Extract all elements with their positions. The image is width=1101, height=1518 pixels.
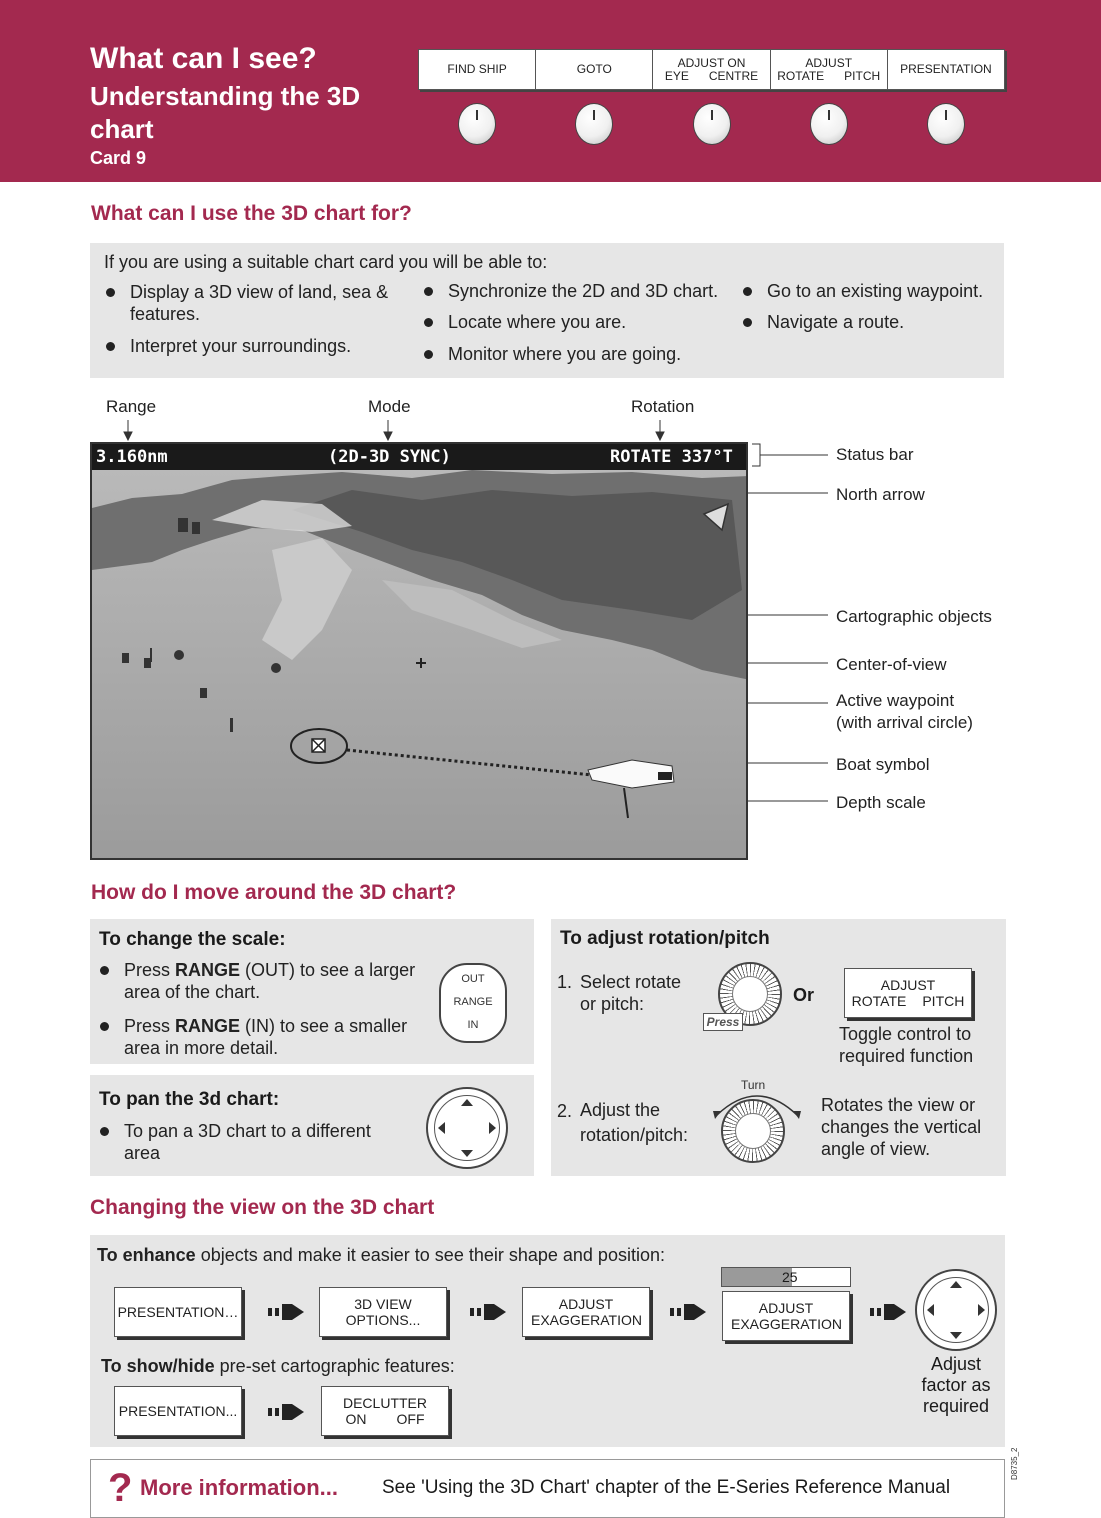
document-code: D8735_2 <box>1010 1447 1019 1480</box>
range-label: RANGE <box>453 996 493 1008</box>
softkey-option: CENTRE <box>708 68 759 83</box>
softkey-label: FIND SHIP <box>447 62 507 76</box>
button-label: ADJUST EXAGGERATION <box>731 1300 842 1332</box>
button-label: PRESENTATION… <box>117 1304 239 1320</box>
toggle-text: Toggle control to required function <box>839 1024 974 1066</box>
rotation-panel <box>551 919 1006 1176</box>
section-heading-view: Changing the view on the 3D chart <box>90 1196 435 1219</box>
pan-panel <box>90 1075 534 1176</box>
rotates-text: Rotates the view or changes the vertical angle of view. <box>821 1095 982 1159</box>
list-item: Navigate a route. <box>743 311 1003 333</box>
status-rotation: ROTATE 337°T <box>610 447 733 467</box>
adjust-factor-text: Adjust factor as required <box>921 1354 991 1416</box>
step1-text: Select rotate or pitch: <box>580 972 682 1014</box>
range-out-label: OUT <box>461 973 485 985</box>
bullet-icon <box>100 966 109 975</box>
step-number: 2. <box>557 1101 573 1121</box>
view-panel <box>90 1235 1005 1447</box>
card-number: Card 9 <box>90 148 147 168</box>
button-option: ON <box>345 1411 367 1427</box>
more-info-title: More information... <box>140 1475 338 1500</box>
3d-view-options-button[interactable] <box>319 1287 447 1337</box>
declutter-button[interactable] <box>321 1386 449 1436</box>
uses-intro: If you are using a suitable chart card you will be able to: <box>104 252 548 272</box>
list-item: Locate where you are. <box>424 311 744 333</box>
arrow-right-icon <box>670 1301 706 1323</box>
list-item: To pan a 3D chart to a different area <box>100 1120 390 1164</box>
rotary-control-turn[interactable] <box>721 1099 785 1163</box>
bullet-icon <box>100 1022 109 1031</box>
press-label: Press <box>703 1013 743 1031</box>
direction-arrows-icon <box>917 1271 995 1349</box>
page-title: What can I see? <box>90 42 317 75</box>
label-rotation: Rotation <box>631 397 695 416</box>
adjust-exaggeration-button[interactable] <box>522 1287 650 1337</box>
callout-active-waypoint: Active waypoint <box>836 691 955 710</box>
more-info-box <box>90 1459 1005 1518</box>
turn-label: Turn <box>741 1078 766 1092</box>
exaggeration-slider[interactable] <box>721 1267 851 1287</box>
button-option: OFF <box>396 1411 425 1427</box>
list-item: Press RANGE (OUT) to see a larger area of the chart. <box>100 959 420 1003</box>
callout-arrival-circle: (with arrival circle) <box>836 713 973 732</box>
chart-scene <box>92 470 748 860</box>
arrow-right-icon <box>268 1401 304 1423</box>
button-label: ADJUST <box>880 977 936 993</box>
arrow-right-icon <box>470 1301 506 1323</box>
button-option: ROTATE <box>851 993 907 1009</box>
softkey-option: EYE <box>664 68 689 83</box>
scale-panel <box>90 919 534 1064</box>
step2-text: Adjust the rotation/pitch: <box>580 1100 689 1145</box>
button-label: ADJUST EXAGGERATION <box>531 1296 642 1328</box>
range-in-label: IN <box>467 1019 479 1031</box>
softkey-option: ROTATE <box>777 68 825 83</box>
callout-north-arrow: North arrow <box>836 485 925 504</box>
or-label: Or <box>793 985 815 1005</box>
callout-depth-scale: Depth scale <box>836 793 926 812</box>
button-label: DECLUTTER <box>342 1395 427 1411</box>
callout-center-of-view: Center-of-view <box>836 655 947 674</box>
enhance-text: To enhance objects and make it easier to see their shape and position: <box>97 1245 665 1265</box>
range-button[interactable] <box>439 963 507 1043</box>
rotation-title: To adjust rotation/pitch <box>560 928 770 949</box>
button-label: 3D VIEW OPTIONS... <box>345 1296 421 1328</box>
list-item: Monitor where you are going. <box>424 343 744 365</box>
arrow-right-icon <box>870 1301 906 1323</box>
trackpad-joystick[interactable] <box>426 1087 508 1169</box>
page-subtitle: Understanding the 3D chart <box>90 81 361 144</box>
list-item: Press RANGE (IN) to see a smaller area in more detail. <box>100 1015 420 1059</box>
arrow-right-icon <box>268 1301 304 1323</box>
softkey-label: PRESENTATION <box>900 62 992 76</box>
status-range: 3.160nm <box>96 447 168 467</box>
label-mode: Mode <box>368 397 411 416</box>
softkey-option: PITCH <box>844 68 881 83</box>
presentation-button[interactable] <box>114 1287 242 1337</box>
adjust-rotate-pitch-button[interactable] <box>844 968 972 1018</box>
pan-title: To pan the 3d chart: <box>99 1089 280 1110</box>
showhide-text: To show/hide pre-set cartographic features: <box>101 1356 455 1376</box>
list-item: Synchronize the 2D and 3D chart. <box>424 280 744 302</box>
list-item: Display a 3D view of land, sea & features. <box>106 281 406 325</box>
softkey-label: ADJUST ON <box>677 55 746 70</box>
label-range: Range <box>106 397 157 416</box>
button-label: PRESENTATION... <box>118 1403 238 1419</box>
more-info-text: See 'Using the 3D Chart' chapter of the E-Series Reference Manual <box>382 1477 951 1498</box>
presentation-button-2[interactable] <box>114 1386 242 1436</box>
section-heading-uses: What can I use the 3D chart for? <box>91 202 412 225</box>
callout-cartographic-objects: Cartographic objects <box>836 607 992 626</box>
adjust-exaggeration-active-button[interactable] <box>722 1291 850 1341</box>
trackpad-joystick[interactable] <box>915 1269 997 1351</box>
question-icon: ? <box>108 1466 133 1510</box>
chart-status-bar <box>92 444 746 470</box>
list-item: Interpret your surroundings. <box>106 335 406 357</box>
button-option: PITCH <box>922 993 965 1009</box>
3d-chart-view <box>90 442 748 860</box>
direction-arrows-icon <box>428 1089 506 1167</box>
list-item: Go to an existing waypoint. <box>743 280 1003 302</box>
scale-title: To change the scale: <box>99 929 286 950</box>
exaggeration-value: 25 <box>782 1269 798 1285</box>
callout-boat-symbol: Boat symbol <box>836 755 930 774</box>
step-number: 1. <box>557 972 573 992</box>
callout-status-bar: Status bar <box>836 445 914 464</box>
softkey-label: GOTO <box>576 62 612 76</box>
status-mode: (2D-3D SYNC) <box>328 447 451 467</box>
bullet-icon <box>100 1127 109 1136</box>
section-heading-move: How do I move around the 3D chart? <box>91 881 457 904</box>
softkey-label: ADJUST <box>805 55 853 70</box>
